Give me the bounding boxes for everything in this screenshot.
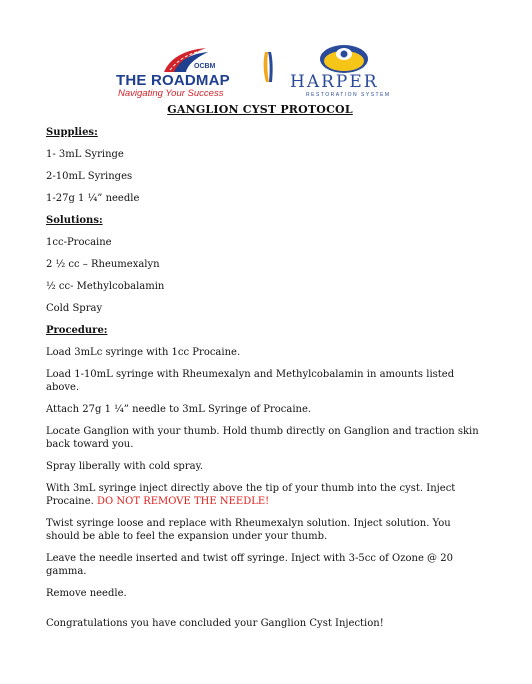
- procedure-step: Load 3mLc syringe with 1cc Procaine.: [46, 347, 241, 358]
- procedure-step: Spray liberally with cold spray.: [46, 461, 204, 472]
- harper-logo: [282, 44, 406, 98]
- supplies-heading: Supplies:: [46, 127, 98, 138]
- solution-item: Cold Spray: [46, 303, 103, 314]
- procedure-step: Twist syringe loose and replace with Rheumexalyn solution. Inject solution. You should be able to feel the expansion under your thumb.: [46, 518, 451, 542]
- procedure-step: Attach 27g 1 ¼” needle to 3mL Syringe of Procaine.: [46, 404, 312, 415]
- solution-item: 2 ½ cc – Rheumexalyn: [46, 259, 160, 270]
- harper-emblem-icon: [318, 44, 370, 74]
- closing-message: Congratulations you have concluded your Ganglion Cyst Injection!: [46, 618, 384, 629]
- roadmap-logo: [116, 46, 256, 99]
- solution-item: 1cc-Procaine: [46, 237, 112, 248]
- roadmap-title: THE ROADMAP: [116, 72, 230, 89]
- harper-subtitle: RESTORATION SYSTEM: [306, 92, 391, 98]
- supply-item: 1- 3mL Syringe: [46, 149, 124, 160]
- roadmap-tagline: Navigating Your Success: [118, 88, 224, 99]
- procedure-step-inject: [46, 482, 486, 508]
- supply-item: 1-27g 1 ¼” needle: [46, 193, 140, 204]
- inject-step-text: With 3mL syringe inject directly above the tip of your thumb into the cyst. Inject Procaine.: [46, 483, 456, 507]
- solution-item: ½ cc- Methylcobalamin: [46, 281, 165, 292]
- procedure-step: Remove needle.: [46, 588, 127, 599]
- warning-text: DO NOT REMOVE THE NEEDLE!: [97, 496, 270, 507]
- supply-item: 2-10mL Syringes: [46, 171, 133, 182]
- procedure-step: Load 1-10mL syringe with Rheumexalyn and Methylcobalamin in amounts listed above.: [46, 369, 455, 393]
- solutions-heading: Solutions:: [46, 215, 103, 226]
- harper-title: HARPER: [290, 72, 379, 92]
- procedure-heading: Procedure:: [46, 325, 108, 336]
- procedure-step: Leave the needle inserted and twist off syringe. Inject with 3-5cc of Ozone @ 20 gamma.: [46, 553, 453, 577]
- procedure-step: Locate Ganglion with your thumb. Hold thumb directly on Ganglion and traction skin back toward you.: [46, 426, 479, 450]
- document-title: GANGLION CYST PROTOCOL: [167, 103, 353, 116]
- logo-divider-icon: [262, 50, 274, 84]
- roadmap-badge: OCBM: [194, 63, 216, 70]
- document-body: [46, 126, 486, 609]
